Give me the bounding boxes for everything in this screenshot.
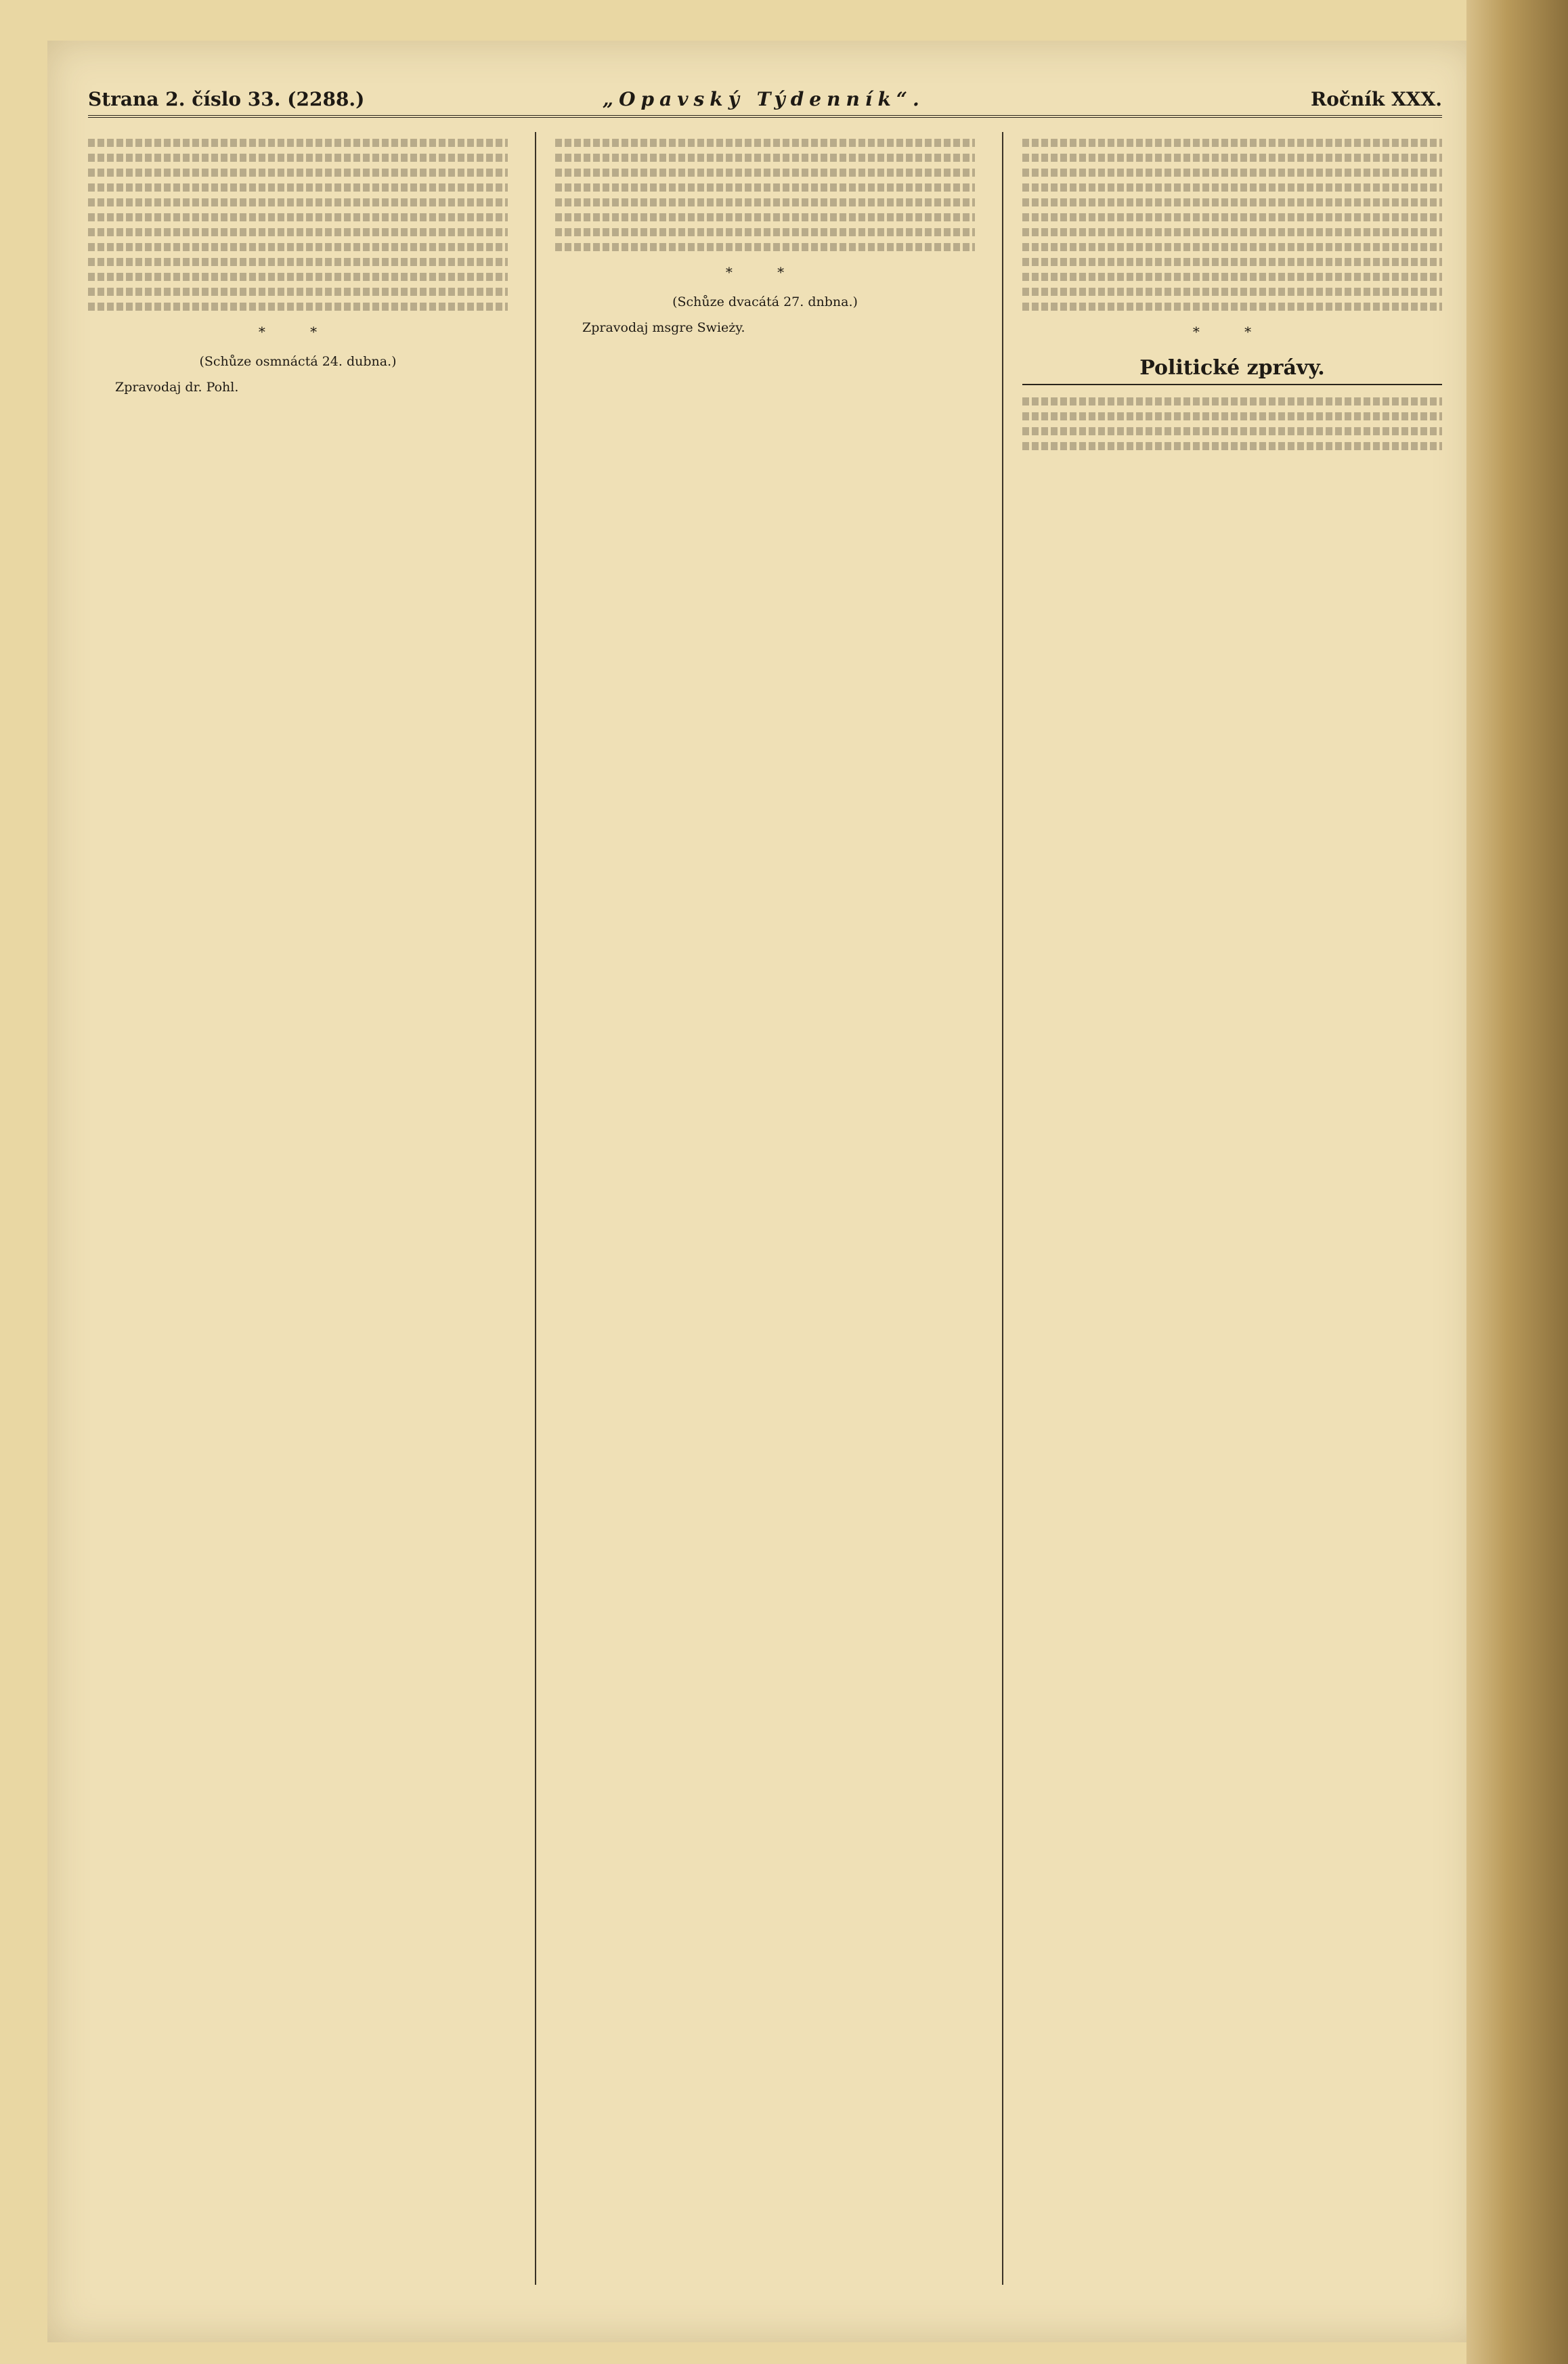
header-right: Ročník XXX.	[1310, 88, 1442, 110]
header-title: „Opavský Týdenník“.	[603, 88, 925, 110]
session-subhead: (Schůze osmnáctá 24. dubna.)	[199, 354, 397, 369]
text-block-placeholder	[555, 139, 975, 251]
page-edge	[1466, 0, 1568, 2364]
page-header	[88, 88, 1442, 118]
column-1	[88, 132, 508, 2285]
paragraph-lead: Zpravodaj dr. Pohl.	[115, 380, 239, 395]
session-subhead: (Schůze dvacátá 27. dnbna.)	[672, 294, 858, 309]
text-block-placeholder	[1022, 397, 1442, 450]
section-stars: * *	[725, 264, 805, 280]
paragraph-lead: Zpravodaj msgre Swieży.	[582, 320, 745, 335]
column-rule	[1002, 132, 1003, 2285]
header-left: Strana 2. číslo 33. (2288.)	[88, 88, 365, 110]
column-2	[555, 132, 975, 2285]
section-stars: * *	[258, 324, 338, 340]
text-block-placeholder	[88, 139, 508, 311]
politicke-zpravy-heading: Politické zprávy.	[1022, 359, 1442, 385]
text-block-placeholder	[1022, 139, 1442, 311]
column-3	[1022, 132, 1442, 2285]
column-rule	[535, 132, 536, 2285]
section-stars: * *	[1192, 324, 1272, 340]
